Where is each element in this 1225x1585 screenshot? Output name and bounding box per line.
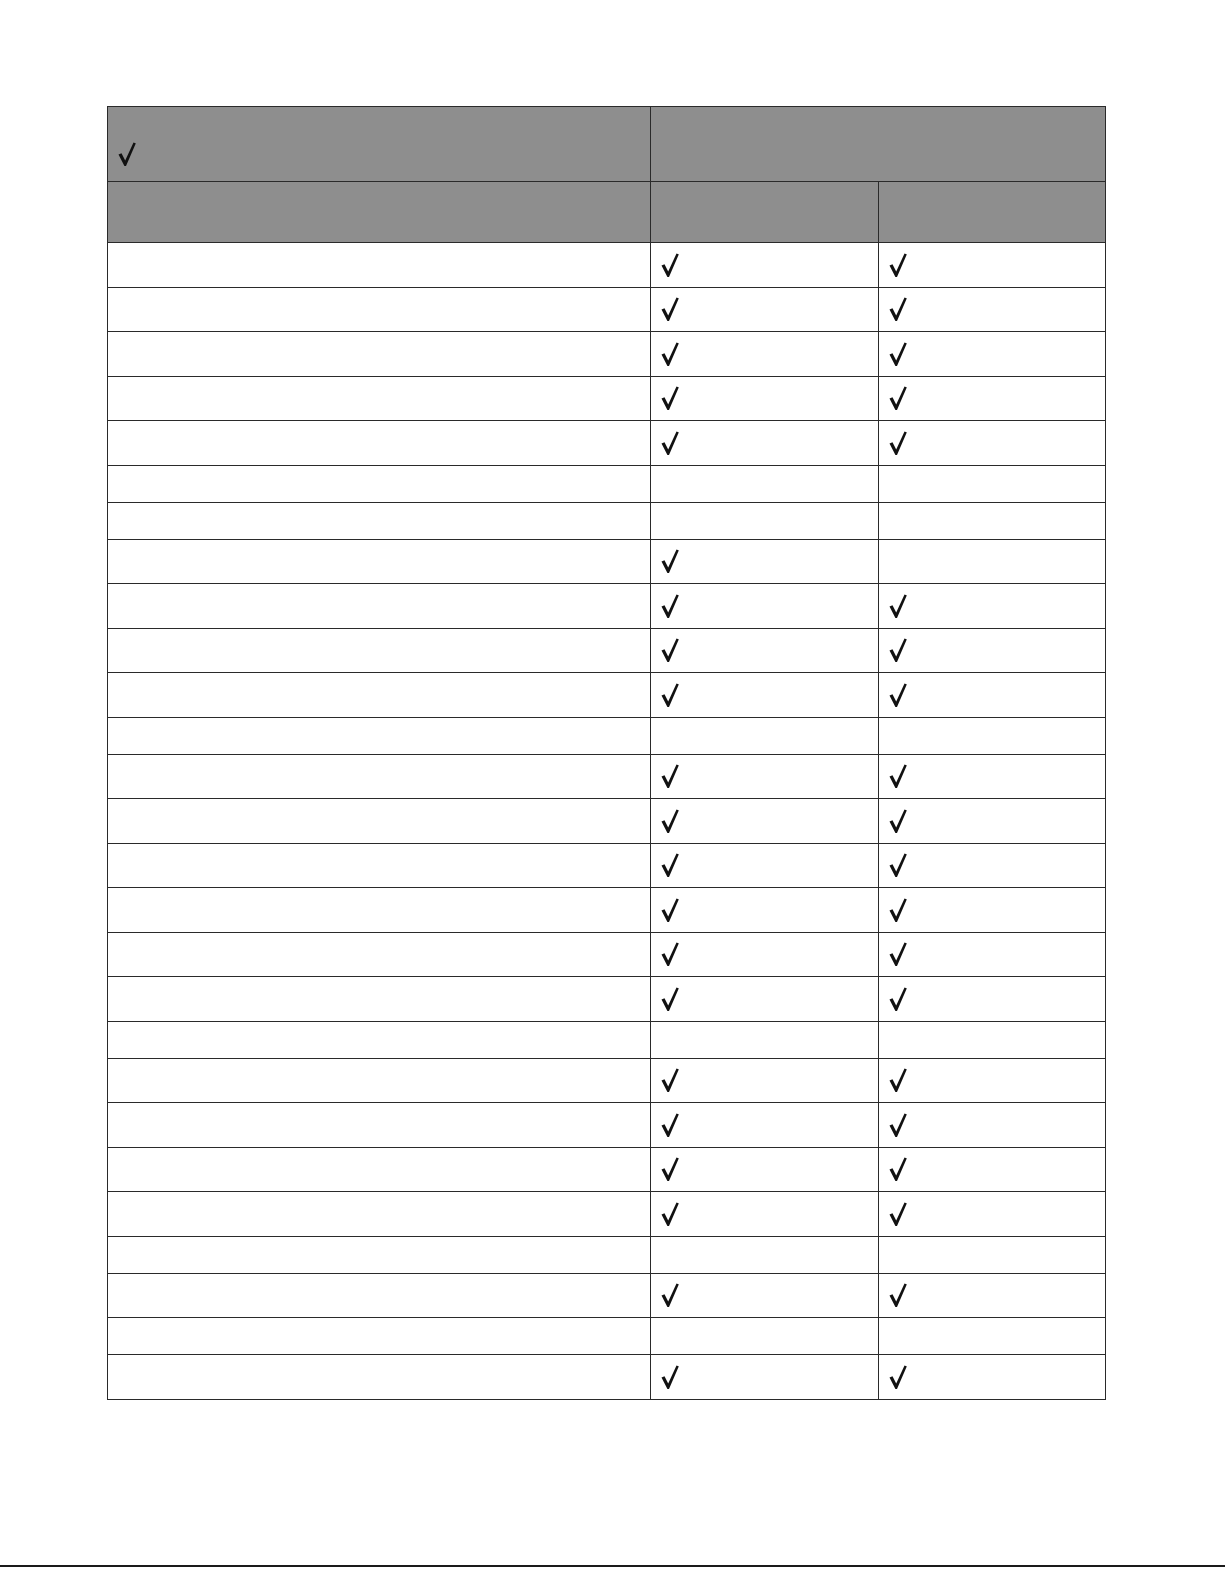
- row-col2-cell: [651, 1021, 879, 1058]
- row-col2-cell: [651, 888, 879, 933]
- checkmark-icon: [888, 808, 908, 834]
- row-label-cell: [108, 1103, 651, 1148]
- table-row: [108, 243, 1106, 288]
- row-col3-cell: [879, 1318, 1106, 1355]
- row-label-cell: [108, 932, 651, 977]
- row-label-cell: [108, 1147, 651, 1192]
- table-row: [108, 799, 1106, 844]
- table-row: [108, 332, 1106, 377]
- row-col2-cell: [651, 1192, 879, 1237]
- row-label-cell: [108, 1273, 651, 1318]
- checkmark-icon: [660, 637, 680, 663]
- table-row: [108, 287, 1106, 332]
- checkmark-icon: [888, 941, 908, 967]
- row-col2-cell: [651, 843, 879, 888]
- row-label-cell: [108, 287, 651, 332]
- row-col2-cell: [651, 754, 879, 799]
- checkmark-icon: [660, 296, 680, 322]
- table-row: [108, 977, 1106, 1022]
- table-row: [108, 888, 1106, 933]
- row-col2-cell: [651, 1058, 879, 1103]
- header-feature-cell: [108, 182, 651, 243]
- row-col2-cell: [651, 932, 879, 977]
- checkmark-icon: [660, 1201, 680, 1227]
- row-label-cell: [108, 717, 651, 754]
- table-row: [108, 754, 1106, 799]
- row-col2-cell: [651, 1147, 879, 1192]
- row-col2-cell: [651, 799, 879, 844]
- header-group-cell: [651, 107, 1106, 182]
- checkmark-icon: [888, 1282, 908, 1308]
- table-row: [108, 717, 1106, 754]
- checkmark-icon: [888, 1112, 908, 1138]
- row-label-cell: [108, 1236, 651, 1273]
- row-label-cell: [108, 376, 651, 421]
- row-col3-cell: [879, 1355, 1106, 1400]
- table-row: [108, 376, 1106, 421]
- row-col3-cell: [879, 673, 1106, 718]
- row-col2-cell: [651, 243, 879, 288]
- table-row: [108, 1273, 1106, 1318]
- checkmark-icon: [660, 682, 680, 708]
- checkmark-icon: [660, 1112, 680, 1138]
- row-label-cell: [108, 799, 651, 844]
- row-col3-cell: [879, 1021, 1106, 1058]
- checkmark-icon: [660, 385, 680, 411]
- row-col2-cell: [651, 287, 879, 332]
- row-col3-cell: [879, 1192, 1106, 1237]
- table-header-row-2: [108, 182, 1106, 243]
- row-col2-cell: [651, 332, 879, 377]
- row-col2-cell: [651, 1103, 879, 1148]
- checkmark-icon: [660, 986, 680, 1012]
- checkmark-icon: [888, 1067, 908, 1093]
- row-col3-cell: [879, 1103, 1106, 1148]
- row-col3-cell: [879, 1147, 1106, 1192]
- checkmark-icon: [888, 296, 908, 322]
- checkmark-icon: [888, 341, 908, 367]
- checkmark-icon: [888, 430, 908, 456]
- row-label-cell: [108, 673, 651, 718]
- checkmark-icon: [660, 897, 680, 923]
- checkmark-icon: [888, 1156, 908, 1182]
- row-col3-cell: [879, 332, 1106, 377]
- table-row: [108, 539, 1106, 584]
- checkmark-icon: [888, 593, 908, 619]
- row-col3-cell: [879, 799, 1106, 844]
- table-row: [108, 502, 1106, 539]
- row-col2-cell: [651, 1273, 879, 1318]
- table-row: [108, 1318, 1106, 1355]
- checkmark-icon: [888, 682, 908, 708]
- row-col2-cell: [651, 584, 879, 629]
- checkmark-icon: [888, 252, 908, 278]
- row-col3-cell: [879, 287, 1106, 332]
- checkmark-icon: [888, 852, 908, 878]
- checkmark-icon: [117, 141, 137, 167]
- checkmark-icon: [888, 1201, 908, 1227]
- row-label-cell: [108, 977, 651, 1022]
- table-row: [108, 1021, 1106, 1058]
- row-label-cell: [108, 539, 651, 584]
- table-row: [108, 1147, 1106, 1192]
- row-col3-cell: [879, 1058, 1106, 1103]
- checkmark-icon: [660, 1282, 680, 1308]
- row-col3-cell: [879, 243, 1106, 288]
- row-label-cell: [108, 584, 651, 629]
- row-col2-cell: [651, 1236, 879, 1273]
- checkmark-icon: [888, 385, 908, 411]
- row-col2-cell: [651, 421, 879, 466]
- row-col3-cell: [879, 421, 1106, 466]
- row-label-cell: [108, 888, 651, 933]
- table-row: [108, 1355, 1106, 1400]
- row-col3-cell: [879, 376, 1106, 421]
- row-col3-cell: [879, 1273, 1106, 1318]
- table-row: [108, 673, 1106, 718]
- row-label-cell: [108, 421, 651, 466]
- row-col2-cell: [651, 1355, 879, 1400]
- table-header-row-1: [108, 107, 1106, 182]
- checkmark-icon: [888, 637, 908, 663]
- table-row: [108, 628, 1106, 673]
- row-col2-cell: [651, 628, 879, 673]
- row-label-cell: [108, 1355, 651, 1400]
- checkmark-icon: [888, 763, 908, 789]
- row-col3-cell: [879, 465, 1106, 502]
- row-col3-cell: [879, 628, 1106, 673]
- checkmark-icon: [888, 897, 908, 923]
- footer-rule: [0, 1565, 1225, 1567]
- checkmark-icon: [888, 986, 908, 1012]
- row-col2-cell: [651, 502, 879, 539]
- header-legend-cell: [108, 107, 651, 182]
- table-row: [108, 584, 1106, 629]
- row-col3-cell: [879, 1236, 1106, 1273]
- table-row: [108, 1192, 1106, 1237]
- table-row: [108, 421, 1106, 466]
- row-label-cell: [108, 628, 651, 673]
- checkmark-icon: [660, 252, 680, 278]
- checkmark-icon: [660, 852, 680, 878]
- checkmark-icon: [660, 941, 680, 967]
- support-matrix-table: [107, 106, 1106, 1400]
- row-label-cell: [108, 1192, 651, 1237]
- row-col3-cell: [879, 843, 1106, 888]
- row-label-cell: [108, 502, 651, 539]
- row-col3-cell: [879, 977, 1106, 1022]
- row-col2-cell: [651, 977, 879, 1022]
- row-label-cell: [108, 243, 651, 288]
- checkmark-icon: [660, 1156, 680, 1182]
- table-row: [108, 1103, 1106, 1148]
- row-col3-cell: [879, 539, 1106, 584]
- row-label-cell: [108, 1058, 651, 1103]
- checkmark-icon: [660, 1364, 680, 1390]
- checkmark-icon: [660, 341, 680, 367]
- header-col3-cell: [879, 182, 1106, 243]
- row-label-cell: [108, 754, 651, 799]
- checkmark-icon: [660, 763, 680, 789]
- row-col2-cell: [651, 376, 879, 421]
- row-col2-cell: [651, 673, 879, 718]
- row-col3-cell: [879, 888, 1106, 933]
- checkmark-icon: [660, 548, 680, 574]
- row-col3-cell: [879, 717, 1106, 754]
- checkmark-icon: [660, 808, 680, 834]
- row-col2-cell: [651, 1318, 879, 1355]
- table-row: [108, 1236, 1106, 1273]
- checkmark-icon: [888, 1364, 908, 1390]
- row-col3-cell: [879, 584, 1106, 629]
- table-row: [108, 932, 1106, 977]
- row-label-cell: [108, 465, 651, 502]
- checkmark-icon: [660, 430, 680, 456]
- checkmark-icon: [660, 593, 680, 619]
- checkmark-icon: [660, 1067, 680, 1093]
- row-col2-cell: [651, 539, 879, 584]
- header-col2-cell: [651, 182, 879, 243]
- row-col2-cell: [651, 717, 879, 754]
- row-col3-cell: [879, 754, 1106, 799]
- row-label-cell: [108, 843, 651, 888]
- row-col2-cell: [651, 465, 879, 502]
- table-row: [108, 465, 1106, 502]
- table-row: [108, 843, 1106, 888]
- row-col3-cell: [879, 502, 1106, 539]
- table-row: [108, 1058, 1106, 1103]
- row-label-cell: [108, 1021, 651, 1058]
- row-col3-cell: [879, 932, 1106, 977]
- row-label-cell: [108, 1318, 651, 1355]
- row-label-cell: [108, 332, 651, 377]
